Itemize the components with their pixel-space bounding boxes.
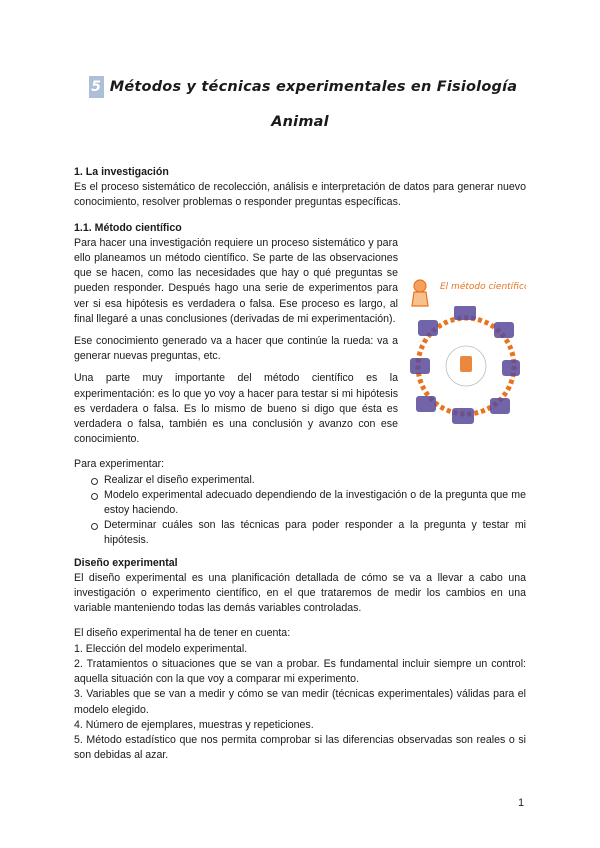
paragraph-diseno: El diseño experimental es una planificación detallada de cómo se va a llevar a cabo una investigación o experimento científico, en el que trataremos de medir los cambios en una variable manteniendo todas las demás variables controladas.: [74, 571, 526, 615]
list-item: Modelo experimental adecuado dependiendo de la investigación o de la pregunta que me estoy haciendo.: [74, 488, 526, 518]
section-heading-metodo: 1.1. Método científico: [74, 221, 182, 234]
document-body: [74, 165, 526, 763]
title-line-2: Animal: [271, 114, 329, 130]
scientist-figure: [412, 280, 428, 306]
experimentar-list: [74, 473, 526, 549]
list-item: 2. Tratamientos o situaciones que se van a probar. Es fundamental incluir siempre un control: aquella situación con la que voy a comparar mi experimento.: [74, 657, 526, 686]
chapter-number-badge: 5: [89, 76, 104, 98]
diagram-title: El método científico: [440, 282, 526, 292]
page-number: 1: [518, 797, 524, 809]
paragraph-investigacion: Es el proceso sistemático de recolección, análisis e interpretación de datos para generar nuevo conocimiento, resolver problemas o responder preguntas específicas.: [74, 181, 526, 209]
section-heading-diseno: Diseño experimental: [74, 556, 178, 569]
list-item: Realizar el diseño experimental.: [74, 473, 526, 488]
document-title: [0, 76, 600, 132]
list-item: 5. Método estadístico que nos permita comprobar si las diferencias observadas son reales o si son debidas al azar.: [74, 733, 526, 762]
paragraph-metodo-2: Ese conocimiento generado va a hacer que continúe la rueda: va a generar nuevas preguntas, etc.: [74, 335, 398, 363]
list-item: 1. Elección del modelo experimental.: [74, 642, 248, 655]
title-text-1: Métodos y técnicas experimentales en Fisiología: [109, 79, 518, 95]
section-heading-investigacion: 1. La investigación: [74, 166, 169, 178]
title-line-1: [6, 76, 600, 98]
paragraph-experimentar-intro: Para experimentar:: [74, 458, 165, 471]
list-item: 4. Número de ejemplares, muestras y repeticiones.: [74, 718, 314, 731]
scientific-method-illustration: [404, 274, 526, 432]
paragraph-metodo-1: Para hacer una investigación requiere un proceso sistemático y para ello planeamos un método científico. Se parte de las observaciones que se hacen, como las necesidades que hay o qué preguntas se pueden responder. Después hago una serie de experimentos para ver si esa hipótesis es verdadera o falsa. Ese proceso es largo, al final llegaré a unas conclusiones (derivadas de mi experimentación).: [74, 236, 398, 325]
paragraph-diseno-intro: El diseño experimental ha de tener en cuenta:: [74, 627, 291, 640]
list-item: Determinar cuáles son las técnicas para poder responder a la pregunta y testar mi hipótesis.: [74, 518, 526, 548]
cycle-step-icons: [410, 306, 520, 424]
scientific-method-diagram: [404, 274, 526, 432]
list-item: 3. Variables que se van a medir y cómo se van medir (técnicas experimentales) válidas para el modelo elegido.: [74, 688, 526, 716]
paragraph-metodo-3: Una parte muy importante del método científico es la experimentación: es lo que yo voy a hacer para testar si mi hipótesis es verdadera o falsa. Es lo mismo de bueno si digo que ésta es verdadera o falsa, también es una conclusión y avanzo con ese conocimiento.: [74, 372, 398, 446]
